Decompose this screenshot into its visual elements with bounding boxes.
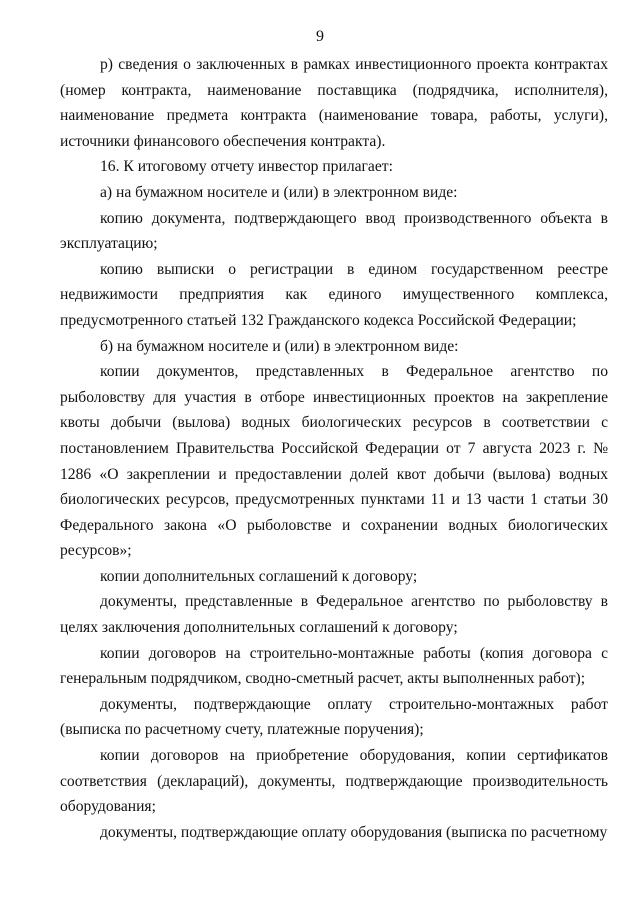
paragraph-supplementary-agreements: копии дополнительных соглашений к договору; bbox=[100, 567, 418, 585]
document-body bbox=[60, 52, 608, 845]
paragraph-registry-extract: копию выписки о регистрации в едином государственном реестре недвижимости предприятия как единого имущественного комплекса, предусмотренного статьей 132 Гражданского кодекса Российской Федерации; bbox=[60, 260, 608, 329]
paragraph-a-heading: а) на бумажном носителе и (или) в электронном виде: bbox=[100, 183, 458, 201]
paragraph-construction-payment: документы, подтверждающие оплату строительно-монтажных работ (выписка по расчетному счету, платежные поручения); bbox=[60, 695, 608, 739]
paragraph-construction-contracts: копии договоров на строительно-монтажные работы (копия договора с генеральным подрядчиком, сводно-сметный расчет, акты выполненных работ); bbox=[60, 644, 608, 688]
page-number: 9 bbox=[316, 28, 324, 45]
paragraph-agency-docs: документы, представленные в Федеральное агентство по рыболовству в целях заключения дополнительных соглашений к договору; bbox=[60, 593, 608, 637]
paragraph-r-contracts-info: р) сведения о заключенных в рамках инвестиционного проекта контрактах (номер контракта, наименование поставщика (подрядчика, исполнителя), наименование предмета контракта (наименование товара, работы, услуги), источники финансового обеспечения контракта). bbox=[60, 56, 608, 150]
paragraph-selection-docs: копии документов, представленных в Федеральное агентство по рыболовству для участия в отборе инвестиционных проектов на закрепление квоты добычи (вылова) водных биологических ресурсов в соответствии с постановлением Правительства Российской Федерации от 7 августа 2023 г. № 1286 «О закреплении и предоставлении долей квот добычи (вылова) водных биологических ресурсов, предусмотренных пунктами 11 и 13 части 1 статьи 30 Федерального закона «О рыболовстве и сохранении водных биологических ресурсов»; bbox=[60, 363, 608, 560]
paragraph-b-heading: б) на бумажном носителе и (или) в электронном виде: bbox=[100, 337, 459, 355]
paragraph-16-final-report: 16. К итоговому отчету инвестор прилагает: bbox=[100, 158, 393, 176]
paragraph-equipment-payment: документы, подтверждающие оплату оборудования (выписка по расчетному bbox=[100, 823, 608, 841]
paragraph-commissioning-doc: копию документа, подтверждающего ввод производственного объекта в эксплуатацию; bbox=[60, 209, 608, 253]
paragraph-equipment-contracts: копии договоров на приобретение оборудования, копии сертификатов соответствия (деклараций), документы, подтверждающие производительность оборудования; bbox=[60, 747, 608, 816]
